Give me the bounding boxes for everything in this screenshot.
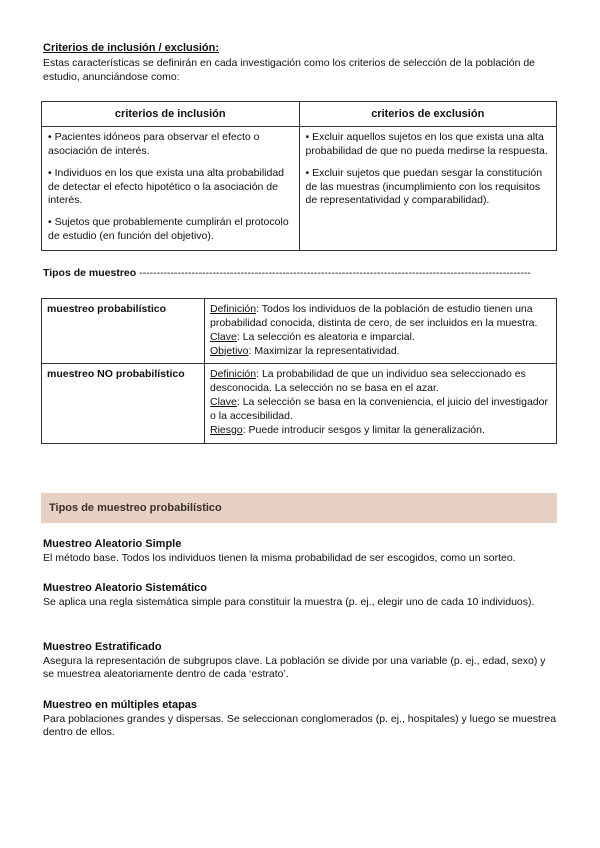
section-simple	[43, 537, 558, 565]
list-item: • Sujetos que probablemente cumplirán el protocolo de estudio (en función del objetivo).	[48, 216, 289, 243]
section-title: Muestreo Aleatorio Simple	[43, 538, 182, 550]
prob-description	[205, 299, 557, 364]
key-text: : La selección es aleatoria e imparcial.	[236, 330, 415, 343]
section-title: Muestreo Aleatorio Sistemático	[43, 582, 208, 594]
section-multistage	[43, 698, 558, 740]
section-text: Se aplica una regla sistemática simple para constituir la muestra (p. ej., elegir uno de cada 10 individuos).	[43, 595, 535, 608]
objective-key: Objetivo	[210, 344, 249, 357]
definition-key: Definición	[210, 368, 257, 381]
dashed-leader: ----------------------------------------------------------------------------------------------------------------	[136, 267, 531, 279]
noprob-label: muestreo NO probabilístico	[42, 364, 205, 443]
table-header-row	[42, 102, 557, 127]
list-item: • Excluir aquellos sujetos en los que exista una alta probabilidad de que no pueda medirse la respuesta.	[305, 131, 548, 157]
section-title: Muestreo en múltiples etapas	[43, 699, 198, 711]
risk-key: Riesgo	[210, 423, 243, 436]
section-systematic	[43, 581, 558, 609]
key-key: Clave	[210, 330, 237, 343]
key-key: Clave	[210, 396, 237, 409]
list-item: • Individuos en los que exista una alta probabilidad de detectar el efecto hipotético o la asociación de interés.	[48, 166, 285, 207]
table-row	[42, 127, 557, 251]
banner-title: Tipos de muestreo probabilístico	[49, 502, 222, 514]
section-stratified	[43, 640, 558, 682]
intro-paragraph: Estas características se definirán en cada investigación como los criterios de selección de la población de estudio, anunciándose como:	[43, 57, 536, 83]
section-text: Asegura la representación de subgrupos clave. La población se divide por una variable (p. ej., edad, sexo) y se muestrea aleatoriamente dentro de cada ‘estrato’.	[43, 654, 546, 681]
prob-label: muestreo probabilístico	[42, 299, 205, 364]
section-text: El método base. Todos los individuos tienen la misma probabilidad de ser escogidos, como un sorteo.	[43, 551, 516, 564]
inclusion-cell	[42, 127, 300, 251]
exclusion-header: criterios de exclusión	[299, 102, 557, 127]
section-text: Para poblaciones grandes y dispersas. Se seleccionan conglomerados (p. ej., hospitales) y luego se muestrea dentro de ellos.	[43, 712, 557, 739]
section-banner	[41, 493, 557, 523]
noprob-description	[205, 364, 557, 443]
table-row	[42, 364, 557, 443]
criteria-table	[41, 101, 557, 251]
definition-key: Definición	[210, 303, 257, 315]
table-row	[42, 299, 557, 364]
section-title: Muestreo Estratificado	[43, 641, 162, 653]
list-item: • Excluir sujetos que puedan sesgar la constitución de las muestras (incumplimiento con los requisitos de representatividad y comparabilidad).	[305, 166, 543, 207]
muestreo-table	[41, 298, 557, 444]
definition-text: : Todos los individuos de la población de estudio tienen una probabilidad conocida, distinta de cero, de ser incluidos en la muestra.	[210, 303, 538, 329]
key-text: : La selección se basa en la conveniencia, el juicio del investigador o la accesibilidad.	[210, 396, 548, 423]
risk-text: : Puede introducir sesgos y limitar la generalización.	[242, 423, 485, 436]
tipos-muestreo-label: Tipos de muestreo	[43, 267, 137, 279]
exclusion-cell	[299, 127, 557, 251]
list-item: • Pacientes idóneos para observar el efecto o asociación de interés.	[48, 131, 260, 157]
definition-text: : La probabilidad de que un individuo sea seleccionado es desconocida. La selección no se basa en el azar.	[210, 368, 526, 395]
tipos-muestreo-line	[43, 267, 558, 281]
section-heading: Criterios de inclusión / exclusión:	[43, 42, 220, 54]
inclusion-header: criterios de inclusión	[42, 102, 300, 127]
objective-text: : Maximizar la representatividad.	[248, 344, 400, 357]
